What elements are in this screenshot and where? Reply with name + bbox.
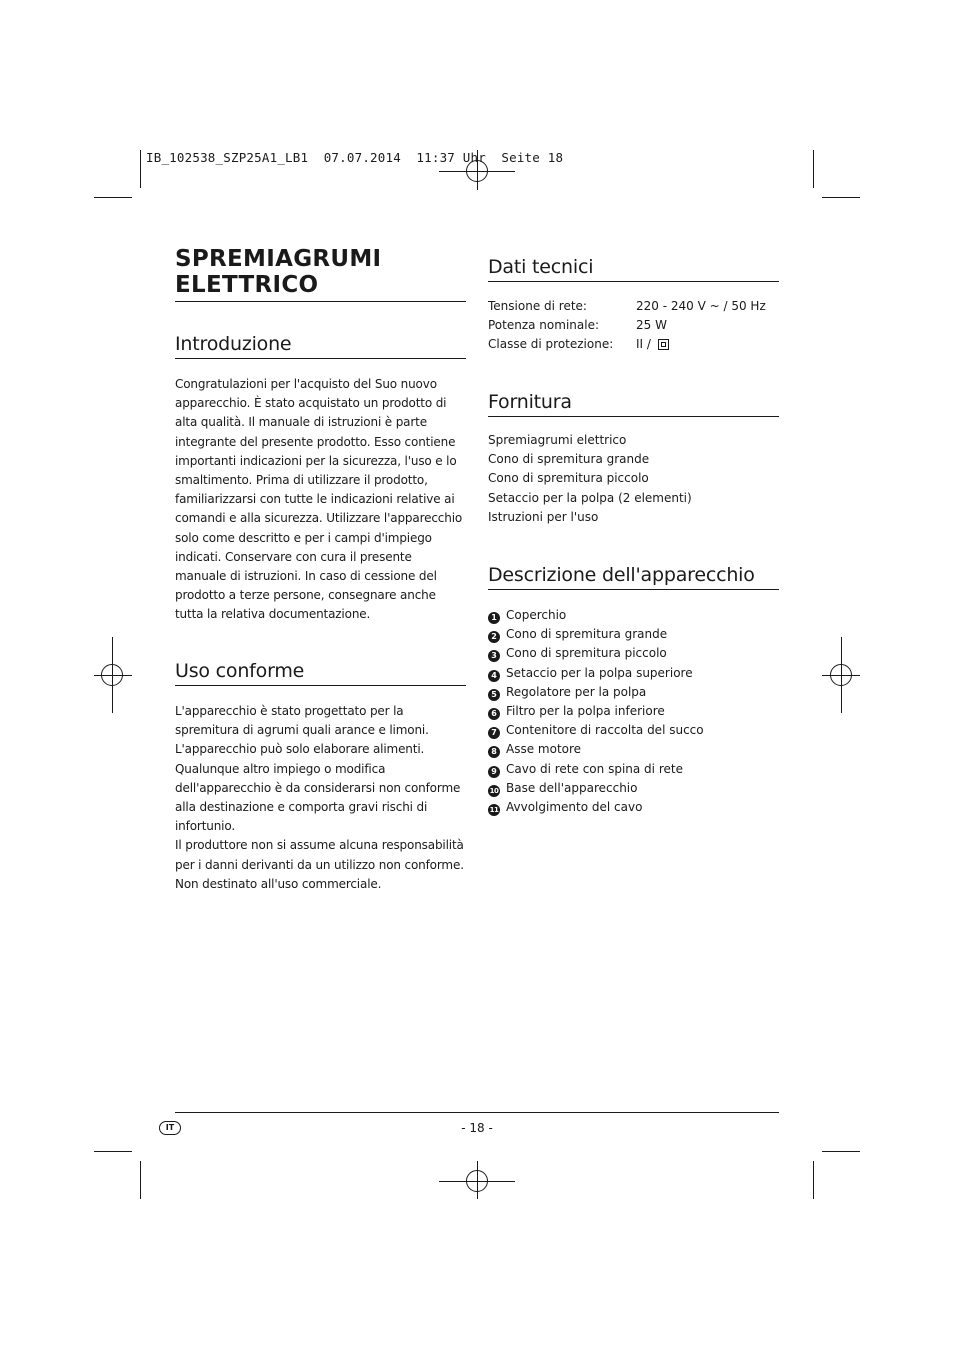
section-introduzione	[175, 332, 466, 625]
section-fornitura	[488, 390, 779, 527]
page-number: - 18 -	[461, 1121, 493, 1135]
list-item	[488, 664, 779, 683]
number-badge-icon: 10	[489, 786, 499, 795]
number-badge-icon: 7	[488, 727, 500, 739]
list-item	[488, 625, 779, 644]
page-title	[175, 246, 466, 302]
number-badge-icon: 1	[488, 612, 500, 624]
part-label: Filtro per la polpa inferiore	[506, 703, 665, 718]
footer-divider	[175, 1112, 779, 1113]
number-badge-icon: 2	[488, 631, 500, 643]
protection-class-ii-icon	[658, 339, 669, 350]
spec-key: Potenza nominale:	[488, 317, 599, 332]
part-label: Cono di spremitura grande	[506, 627, 668, 642]
list-item	[488, 779, 779, 798]
intro-paragraph: Congratulazioni per l'acquisto del Suo nuovo apparecchio. È stato acquistato un prodotto di alta qualità. Il manuale di istruzioni è parte integrante del presente prodotto. Esso contiene importanti indicazioni per la sicurezza, l'uso e lo smaltimento. Prima di utilizzare il prodotto, familiarizzarsi con tutte le indicazioni relative ai comandi e alla sicurezza. Utilizzare l'apparecchio solo come descritto e per i campi d'impiego indicati. Conservare con cura il presente manuale di istruzioni. In caso di cessione del prodotto a terze persone, consegnare anche tutta la relativa documentazione.	[175, 377, 463, 622]
number-badge-icon: 11	[489, 805, 499, 814]
section-dati-tecnici	[488, 255, 779, 354]
spec-value: 220 - 240 V ~ / 50 Hz	[636, 298, 766, 313]
list-item: Setaccio per la polpa (2 elementi)	[488, 490, 692, 505]
language-badge: IT	[159, 1121, 181, 1135]
main-title	[175, 246, 466, 302]
part-label: Regolatore per la polpa	[506, 684, 647, 699]
spec-row	[488, 296, 766, 315]
part-label: Base dell'apparecchio	[506, 780, 638, 795]
spec-key: Classe di protezione:	[488, 337, 614, 352]
number-badge-icon: 6	[488, 708, 500, 720]
part-label: Coperchio	[506, 608, 567, 622]
part-label: Setaccio per la polpa superiore	[506, 665, 693, 680]
print-slug: IB_102538_SZP25A1_LB1 07.07.2014 11:37 Uhr Seite 18	[146, 150, 564, 165]
spec-value	[636, 335, 766, 354]
heading-uso-conforme: Uso conforme	[175, 659, 466, 686]
heading-fornitura: Fornitura	[488, 390, 779, 417]
list-item	[488, 644, 779, 663]
use-paragraph-1: L'apparecchio è stato progettato per la spremitura di agrumi quali arance e limoni. L'apparecchio può solo elaborare alimenti. Qualunque altro impiego o modifica dell'apparecchio è da considerarsi non conforme alla destinazione e comporta gravi rischi di infortunio.	[175, 704, 461, 834]
title-line-2: ELETTRICO	[175, 272, 319, 298]
spec-table	[488, 296, 766, 354]
part-label: Avvolgimento del cavo	[506, 799, 643, 814]
heading-introduzione: Introduzione	[175, 332, 466, 359]
list-item	[488, 683, 779, 702]
spec-key: Tensione di rete:	[488, 298, 587, 313]
title-line-1: SPREMIAGRUMI	[175, 246, 382, 272]
list-item	[488, 721, 779, 740]
spec-value: 25 W	[636, 317, 667, 332]
list-item	[488, 702, 779, 721]
heading-descrizione: Descrizione dell'apparecchio	[488, 563, 779, 590]
section-descrizione	[488, 563, 779, 817]
list-item: Spremiagrumi elettrico	[488, 433, 627, 447]
list-item	[488, 760, 779, 779]
list-item: Istruzioni per l'uso	[488, 509, 599, 524]
number-badge-icon: 8	[488, 746, 500, 758]
part-label: Cavo di rete con spina di rete	[506, 761, 683, 776]
supply-list	[488, 431, 779, 527]
number-badge-icon: 3	[488, 650, 500, 662]
number-badge-icon: 5	[488, 689, 500, 701]
number-badge-icon: 9	[488, 766, 500, 778]
number-badge-icon: 4	[488, 670, 500, 682]
section-uso-conforme	[175, 659, 466, 894]
list-item	[488, 798, 779, 817]
use-text	[175, 702, 466, 894]
parts-list	[488, 606, 779, 817]
list-item	[488, 740, 779, 759]
list-item: Cono di spremitura grande	[488, 452, 650, 467]
use-paragraph-2: Il produttore non si assume alcuna responsabilità per i danni derivanti da un utilizzo non conforme. Non destinato all'uso commerciale.	[175, 838, 464, 891]
spec-row	[488, 315, 766, 334]
part-label: Cono di spremitura piccolo	[506, 646, 667, 661]
spec-row	[488, 335, 766, 354]
list-item	[488, 606, 779, 625]
part-label: Asse motore	[506, 742, 582, 757]
list-item: Cono di spremitura piccolo	[488, 471, 649, 486]
heading-dati-tecnici: Dati tecnici	[488, 255, 779, 282]
part-label: Contenitore di raccolta del succo	[506, 723, 704, 738]
protection-class-text: II /	[636, 337, 651, 352]
intro-text	[175, 375, 466, 625]
